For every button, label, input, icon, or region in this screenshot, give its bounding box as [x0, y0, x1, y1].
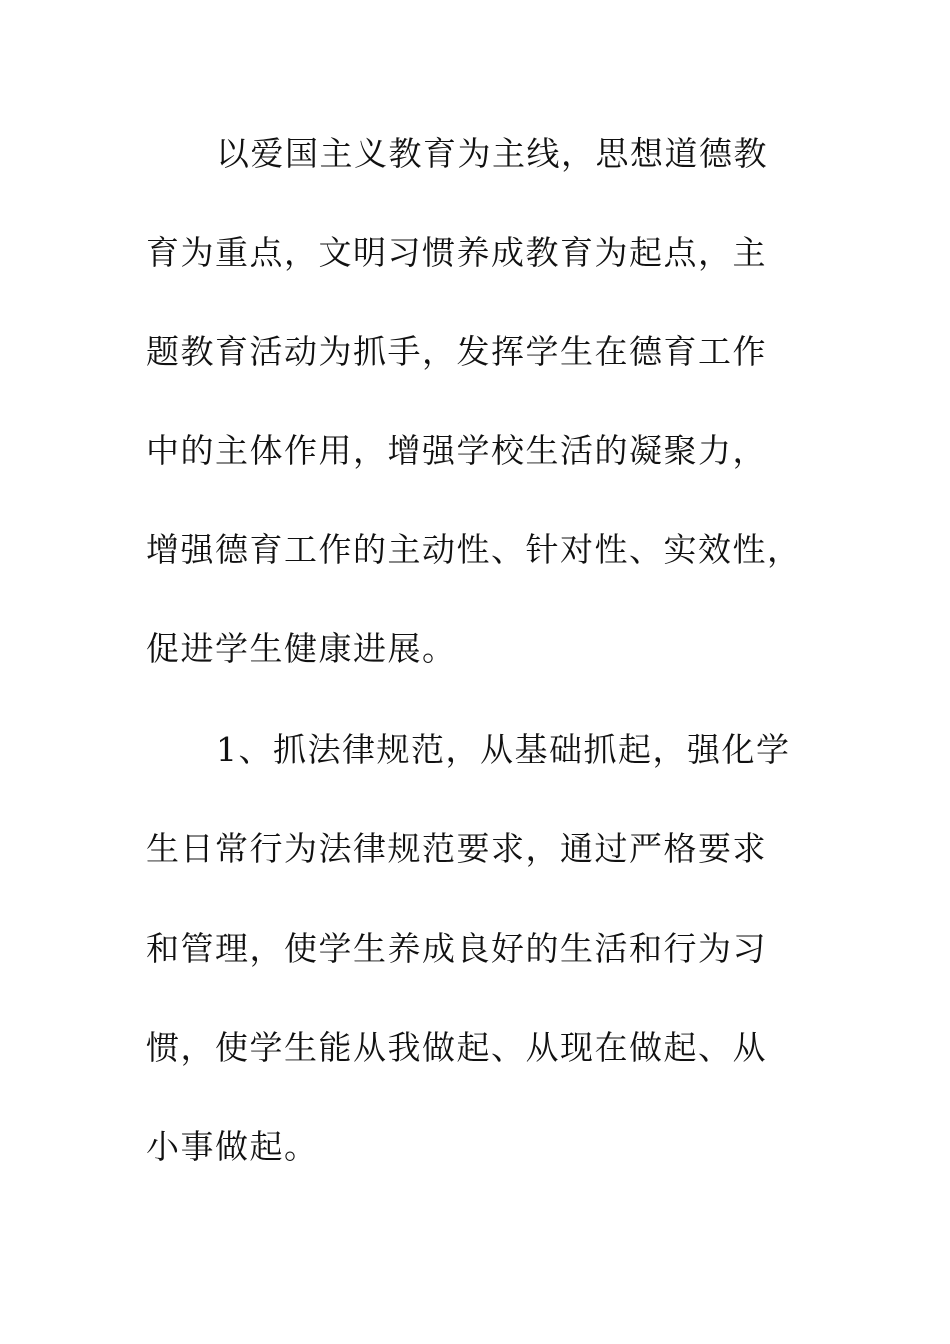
- paragraph-1-line-3: 题教育活动为抓手，发挥学生在德育工作: [146, 332, 767, 371]
- paragraph-1-line-6: 促进学生健康进展。: [146, 629, 457, 668]
- paragraph-1-line-5: 增强德育工作的主动性、针对性、实效性，: [146, 530, 802, 569]
- paragraph-2-line-5: 小事做起。: [146, 1127, 319, 1166]
- paragraph-2-line-3: 和管理，使学生养成良好的生活和行为习: [146, 929, 767, 968]
- paragraph-2-line-2: 生日常行为法律规范要求，通过严格要求: [146, 829, 767, 868]
- paragraph-1-line-1: 以爱国主义教育为主线，思想道德教: [216, 134, 768, 173]
- paragraph-1-line-4: 中的主体作用，增强学校生活的凝聚力，: [146, 431, 767, 470]
- paragraph-1-line-2: 育为重点，文明习惯养成教育为起点，主: [146, 233, 767, 272]
- paragraph-2-line-4: 惯，使学生能从我做起、从现在做起、从: [146, 1028, 767, 1067]
- paragraph-2-line-1: 1、抓法律规范，从基础抓起，强化学: [216, 730, 791, 769]
